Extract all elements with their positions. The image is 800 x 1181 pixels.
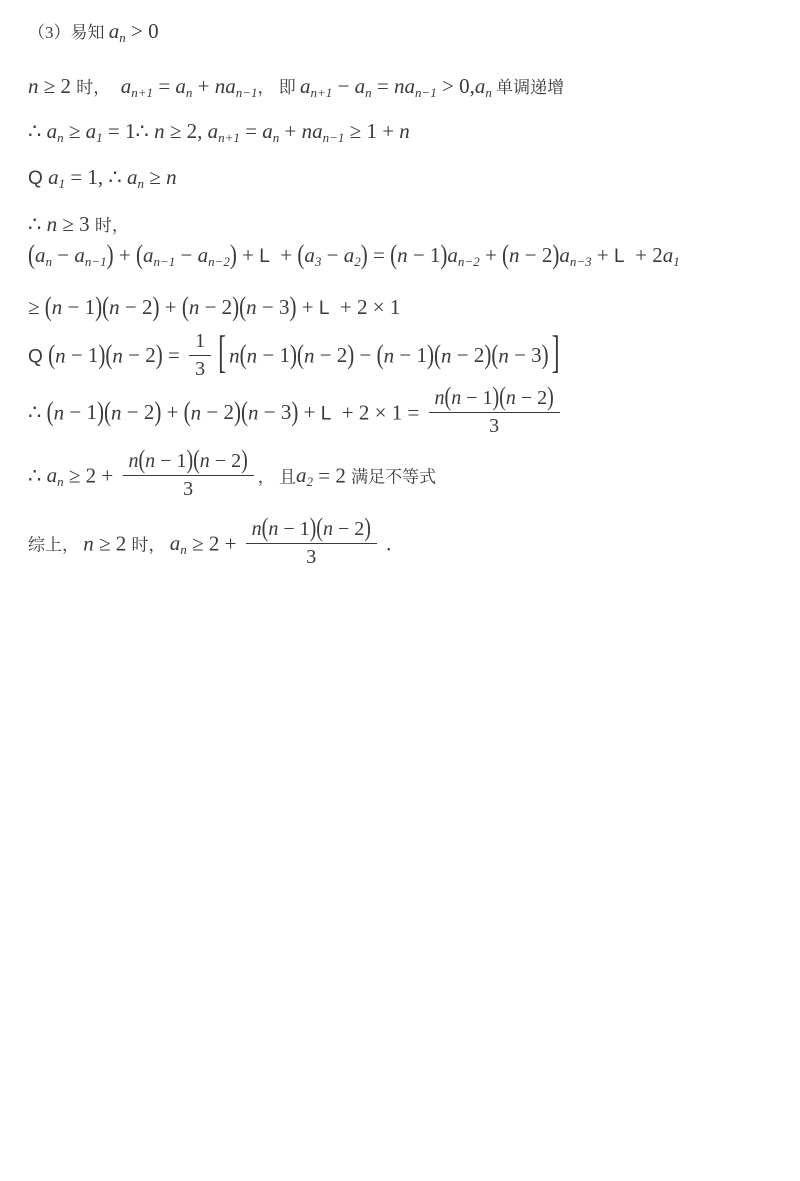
math-operator: − <box>180 243 193 267</box>
subscript: n <box>119 30 126 45</box>
line-an-lower-bound <box>28 445 784 503</box>
math-operator: = <box>158 74 171 98</box>
subscript: 2 <box>354 254 361 269</box>
paren: ( <box>499 382 506 412</box>
paren: ( <box>193 445 200 475</box>
paren: ( <box>48 338 56 371</box>
symbol-fallback: Q <box>28 168 49 189</box>
paren: ) <box>96 395 104 428</box>
math-operator: − 1)( <box>399 338 441 371</box>
math-operator: − 1)( <box>466 382 506 412</box>
math-variable: $a_n$ <box>46 119 64 145</box>
math-operator: − 2)( <box>204 290 247 323</box>
math-operator: + <box>197 74 210 98</box>
math-operator: ≥ 1 + <box>349 119 395 143</box>
paren: ) <box>347 338 355 371</box>
math-variable: $na_{n-1}$ <box>214 74 258 100</box>
cjk-text: 综上， <box>28 535 84 555</box>
math-variable: n <box>246 343 258 368</box>
math-operator: − 1)( <box>67 290 110 323</box>
cjk-text: 单调递增 <box>491 78 565 97</box>
math-operator: = <box>245 119 258 143</box>
math-variable: n <box>110 400 122 425</box>
subscript: 2 <box>306 474 313 490</box>
paren: ( <box>261 513 269 543</box>
math-variable: n <box>109 295 120 319</box>
paren: ) <box>154 395 162 428</box>
paren: ) <box>229 238 237 271</box>
symbol-fallback: Q <box>28 346 49 368</box>
math-variable: n <box>83 531 94 556</box>
paren: ( <box>103 395 111 428</box>
subscript: 1 <box>96 130 103 145</box>
math-operator <box>138 445 146 475</box>
math-operator: ∴ ( <box>28 395 54 428</box>
math-operator: ) + ( <box>106 238 143 271</box>
line-n-ge-3 <box>28 211 784 239</box>
math-operator: − 2)( <box>456 338 499 371</box>
subscript: n+1 <box>131 85 154 100</box>
subscript: n <box>57 474 64 490</box>
math-operator: − <box>337 74 350 98</box>
math-variable: n <box>229 343 240 368</box>
math-variable: $a_1$ <box>85 119 103 145</box>
math-variable: n <box>303 343 315 368</box>
math-operator: + 2 × 1 = <box>341 400 420 425</box>
paren: ) <box>289 290 297 323</box>
math-variable: $a_n$ <box>262 119 280 145</box>
paren: ( <box>376 338 384 371</box>
line-a1-base <box>28 164 784 192</box>
line-monotonic-bound <box>28 118 784 144</box>
subscript: n <box>272 130 280 145</box>
paren: ( <box>241 395 248 428</box>
math-operator: ≥ 2 <box>99 531 127 556</box>
math-operator: ≥ <box>149 165 161 189</box>
math-variable: $a_{n-1}$ <box>142 243 176 269</box>
math-variable: $a_{n+1}$ <box>207 119 240 145</box>
paren: ) <box>426 338 434 371</box>
math-operator: + 2 × 1 <box>339 295 401 319</box>
math-operator: − 2) <box>524 238 560 271</box>
paren: ( <box>105 338 113 371</box>
math-operator: − 1)( <box>70 338 113 371</box>
math-operator: . <box>386 531 392 556</box>
math-operator: 3 <box>195 358 206 380</box>
paren: ( <box>44 290 52 323</box>
math-variable: n <box>440 343 452 368</box>
math-variable: $na_{n-1}$ <box>301 119 345 145</box>
big-bracket-icon: ] <box>551 329 560 379</box>
math-variable: $a_n$ <box>354 74 372 100</box>
fraction-numerator <box>246 513 377 544</box>
subscript: n <box>45 254 52 269</box>
paren: ( <box>102 290 110 323</box>
paren: ) <box>95 290 103 323</box>
math-operator: − 2) + ( <box>126 395 191 428</box>
paren: ) <box>241 445 248 475</box>
math-variable: $a_n$ <box>474 74 492 100</box>
fraction <box>123 445 254 501</box>
math-variable: $a_n$ <box>46 463 64 490</box>
line-recurrence <box>28 73 784 101</box>
line-sum-equals-fraction <box>28 382 784 440</box>
math-operator: ≥ 2 + <box>192 531 237 556</box>
math-variable: n <box>51 295 63 319</box>
math-variable: n <box>268 518 279 540</box>
math-operator: > 0, <box>442 74 475 98</box>
math-variable: n <box>434 387 445 409</box>
fraction <box>429 382 560 438</box>
math-operator: 3 <box>183 478 194 500</box>
subscript: n+1 <box>218 130 240 145</box>
math-operator: − 2) <box>520 382 554 412</box>
paren: ( <box>502 238 510 271</box>
math-variable: n <box>154 119 165 143</box>
math-variable: n <box>46 212 58 236</box>
math-operator: − 2) + ( <box>124 290 189 323</box>
math-variable: $a_{n-2}$ <box>197 243 230 269</box>
paren: ( <box>135 238 143 271</box>
math-operator: ≥ <box>68 119 81 143</box>
line-telescoping-sum <box>28 238 784 271</box>
paren: ) <box>291 395 299 428</box>
paren: ) <box>289 338 297 371</box>
math-operator: = 1, ∴ <box>70 165 122 189</box>
math-variable: $a_n$ <box>175 74 193 100</box>
math-variable: n <box>188 295 200 319</box>
paren: ) <box>364 513 371 543</box>
fraction-denominator <box>429 413 560 438</box>
subscript: n <box>185 85 193 100</box>
math-operator: − 2) <box>214 445 248 475</box>
math-operator <box>110 74 121 98</box>
fraction <box>246 513 377 569</box>
math-operator: 3 <box>306 546 317 568</box>
math-variable: n <box>248 400 259 425</box>
line-given-positive <box>28 18 784 46</box>
math-operator: − 2) − ( <box>319 338 384 371</box>
math-operator <box>28 238 35 271</box>
math-operator: − 3) <box>514 338 549 371</box>
symbol-fallback: L <box>614 246 625 267</box>
subscript: n−1 <box>84 254 107 269</box>
cjk-text: 满足不等式 <box>351 467 437 487</box>
subscript: 1 <box>673 254 680 269</box>
paren: ) <box>552 238 560 271</box>
paren: ( <box>239 338 247 371</box>
paren: ( <box>444 382 452 412</box>
paren: ) <box>155 338 163 371</box>
paren: ( <box>433 338 441 371</box>
math-variable: n <box>505 387 516 409</box>
symbol-fallback: L <box>318 298 330 319</box>
subscript: n <box>485 85 492 100</box>
paren: ) <box>106 238 114 271</box>
math-variable: $a_n$ <box>127 165 145 191</box>
math-variable: n <box>246 295 257 319</box>
math-operator: − 1)( <box>69 395 111 428</box>
math-operator: > 0 <box>131 19 159 43</box>
math-operator <box>444 382 452 412</box>
math-operator: ≥ 3 <box>62 212 90 236</box>
cjk-text: ， 且 <box>257 467 296 487</box>
math-variable: n <box>451 387 462 409</box>
math-operator: ≥ 2 + <box>68 463 114 488</box>
fraction-numerator <box>123 445 254 476</box>
math-variable: n <box>145 450 156 472</box>
math-variable: n <box>28 74 39 98</box>
line-conclusion <box>28 513 784 571</box>
paren: ( <box>390 238 398 271</box>
math-operator: − 1) <box>412 238 448 271</box>
math-operator <box>48 338 56 371</box>
math-variable: $a_1$ <box>662 243 680 269</box>
paren: ( <box>46 395 54 428</box>
math-variable: $a_{n-2}$ <box>447 243 480 269</box>
math-operator: + ( <box>484 238 510 271</box>
subscript: n+1 <box>310 85 333 100</box>
math-variable: $a_n$ <box>108 19 126 45</box>
paren: ( <box>183 395 191 428</box>
math-operator: 1 <box>195 330 206 352</box>
big-bracket-icon: [ <box>218 329 227 379</box>
paren: ) <box>152 290 160 323</box>
paren: ( <box>296 338 304 371</box>
math-operator: ≥ 2 <box>43 74 72 98</box>
paren: ) <box>547 382 554 412</box>
math-operator: ≥ ( <box>28 290 52 323</box>
math-operator: = 1∴ <box>107 119 149 143</box>
subscript: 1 <box>58 176 66 191</box>
math-operator: ∴ <box>28 212 42 236</box>
math-operator: − 2) <box>337 513 371 543</box>
paren: ) <box>440 238 448 271</box>
paren: ( <box>491 338 499 371</box>
math-variable: $a_2$ <box>296 463 313 490</box>
math-variable: $a_{n+1}$ <box>300 74 333 100</box>
math-operator: − 3) + <box>263 395 316 428</box>
math-operator: + <box>596 243 609 267</box>
math-variable: n <box>397 243 408 267</box>
paren: ( <box>138 445 146 475</box>
paren: ) <box>541 338 549 371</box>
subscript: n−1 <box>153 254 176 269</box>
paren: ) <box>484 338 492 371</box>
math-variable: $a_{n-1}$ <box>74 243 107 269</box>
math-variable: n <box>251 518 262 540</box>
subscript: n−2 <box>457 254 480 269</box>
math-operator: + ( <box>280 238 305 271</box>
subscript: n−1 <box>415 85 437 100</box>
paren: ) <box>234 395 241 428</box>
paren: ) <box>98 338 106 371</box>
math-operator: + <box>284 119 297 143</box>
cjk-text: 时， <box>94 216 129 235</box>
line-product-lower-bound <box>28 290 784 323</box>
paren: ) <box>360 238 368 271</box>
cjk-text: ， 即 <box>257 78 301 97</box>
paren: ( <box>239 290 247 323</box>
math-operator: − 3) + <box>261 290 314 323</box>
cjk-text: （3）易知 <box>28 23 109 42</box>
paren: ( <box>181 290 189 323</box>
math-variable: n <box>322 518 333 540</box>
math-variable: $a_1$ <box>48 165 66 191</box>
math-operator: − 2) = <box>128 338 180 371</box>
fraction-denominator <box>246 544 377 569</box>
math-operator: ≥ 2, <box>169 119 203 143</box>
line-identity-one-third <box>28 329 784 383</box>
subscript: n−1 <box>235 85 258 100</box>
math-operator: − <box>57 243 70 267</box>
cjk-text: 时， <box>131 535 170 555</box>
subscript: n−2 <box>208 254 230 269</box>
math-operator: ) = ( <box>360 238 398 271</box>
math-variable: $a_2$ <box>343 243 361 269</box>
math-variable: n <box>383 343 395 368</box>
subscript: n <box>137 176 145 191</box>
math-variable: n <box>509 243 520 267</box>
fraction-numerator <box>189 330 211 356</box>
subscript: n−1 <box>322 130 345 145</box>
subscript: n−3 <box>569 254 592 269</box>
fraction <box>189 330 211 381</box>
paren: ) <box>309 513 317 543</box>
math-operator: − 1)( <box>262 338 304 371</box>
math-operator: ) + <box>229 238 254 271</box>
math-operator: − <box>326 243 339 267</box>
math-operator: ∴ <box>28 119 42 143</box>
math-operator <box>239 338 247 371</box>
math-operator: − 1)( <box>160 445 200 475</box>
fraction-denominator <box>123 476 254 501</box>
math-variable: n <box>498 343 509 368</box>
math-variable: n <box>199 450 210 472</box>
paren: ( <box>297 238 305 271</box>
math-variable: n <box>128 450 139 472</box>
math-variable: n <box>112 343 123 368</box>
paren: ( <box>316 513 323 543</box>
paren: ( <box>28 238 35 271</box>
cjk-text: 时， <box>76 78 111 97</box>
math-operator: − 1)( <box>283 513 323 543</box>
paren: ) <box>492 382 500 412</box>
math-variable: $a_3$ <box>304 243 322 269</box>
math-operator: − 2)( <box>206 395 248 428</box>
subscript: n <box>180 542 187 558</box>
math-operator: = 2 <box>318 463 346 488</box>
math-variable: $a_n$ <box>169 531 187 558</box>
math-variable: $a_n$ <box>35 243 52 269</box>
paren: ) <box>232 290 240 323</box>
math-operator: = <box>376 74 389 98</box>
math-variable: $a_{n-3}$ <box>559 243 592 269</box>
symbol-fallback: L <box>259 246 270 267</box>
math-variable: n <box>166 165 177 189</box>
math-variable: n <box>399 119 410 143</box>
math-variable: $na_{n-1}$ <box>394 74 437 100</box>
math-operator: ∴ <box>28 463 42 488</box>
math-operator: 3 <box>489 415 500 437</box>
fraction-denominator <box>189 356 211 381</box>
subscript: 3 <box>314 254 322 269</box>
fraction-numerator <box>429 382 560 413</box>
math-variable: n <box>55 343 66 368</box>
subscript: n <box>365 85 372 100</box>
math-variable: n <box>53 400 65 425</box>
paren: ) <box>186 445 194 475</box>
math-operator: + 2 <box>635 243 663 267</box>
subscript: n <box>57 130 64 145</box>
math-variable: $a_{n+1}$ <box>120 74 154 100</box>
math-operator <box>261 513 269 543</box>
math-variable: n <box>190 400 202 425</box>
symbol-fallback: L <box>320 403 332 425</box>
